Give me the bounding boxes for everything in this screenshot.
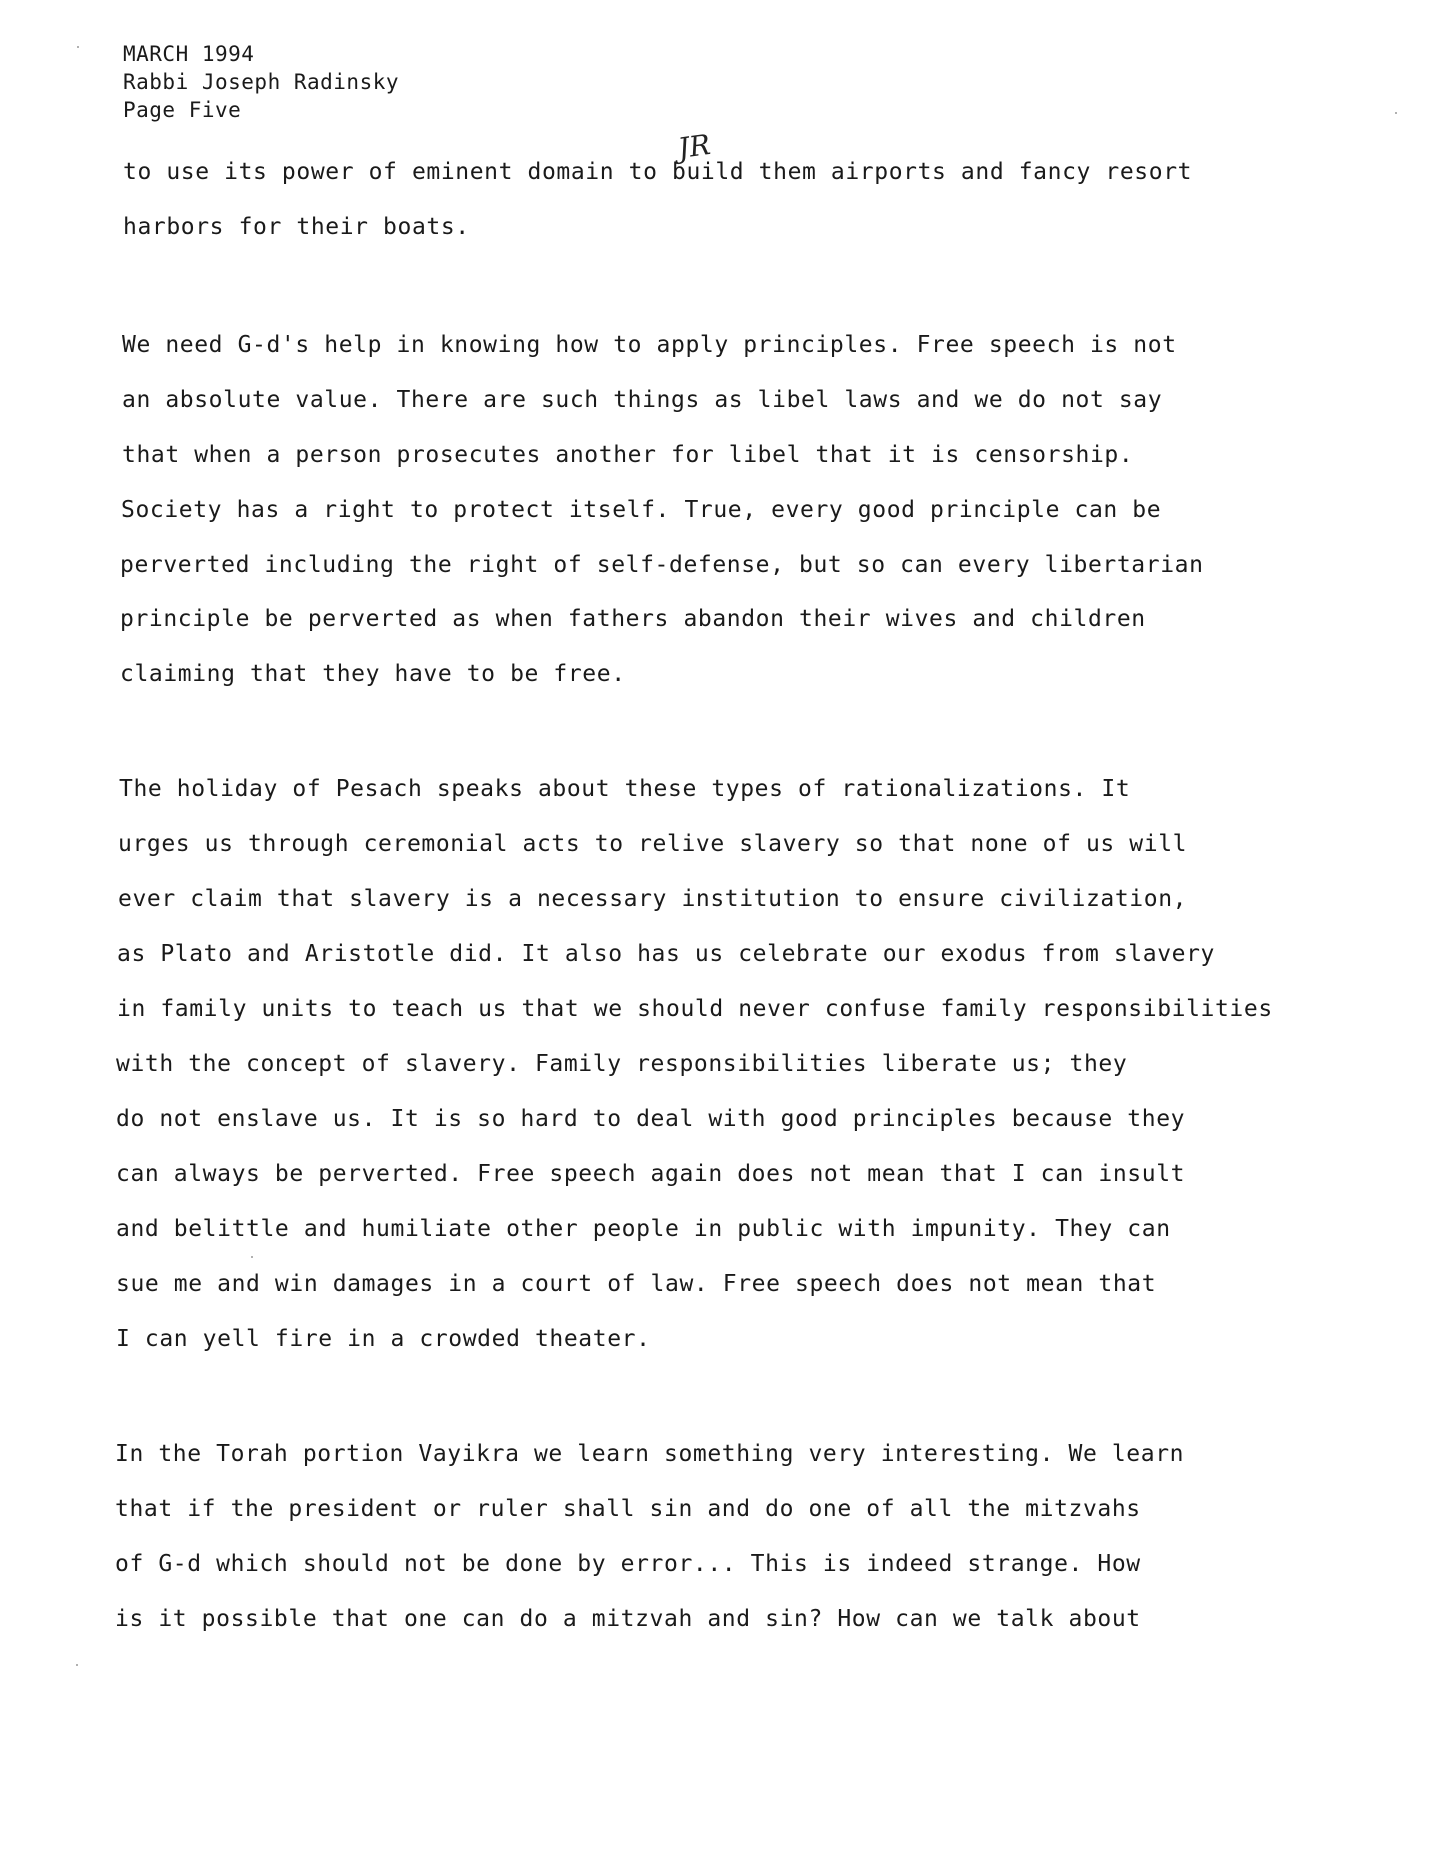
text-line: perverted including the right of self-defense, but so can every libertarian: [120, 552, 1204, 578]
text-line: harbors for their boats.: [123, 214, 470, 240]
text-line: of G-d which should not be done by error... This is indeed strange. How: [115, 1551, 1141, 1577]
text-line: with the concept of slavery. Family responsibilities liberate us; they: [116, 1051, 1128, 1077]
text-line: that if the president or ruler shall sin and do one of all the mitzvahs: [115, 1496, 1141, 1522]
text-line: and belittle and humiliate other people in public with impunity. They can: [116, 1216, 1171, 1242]
text-line: that when a person prosecutes another for libel that it is censorship.: [122, 442, 1134, 468]
text-line: can always be perverted. Free speech again does not mean that I can insult: [116, 1161, 1186, 1187]
text-line: an absolute value. There are such things as libel laws and we do not say: [122, 387, 1163, 413]
header-page-number: Page Five: [123, 98, 242, 122]
text-line: I can yell fire in a crowded theater.: [116, 1326, 651, 1352]
text-line: do not enslave us. It is so hard to deal with good principles because they: [116, 1106, 1186, 1132]
text-line: claiming that they have to be free.: [120, 661, 626, 687]
header-author: Rabbi Joseph Radinsky: [123, 70, 400, 94]
scan-speck: [251, 1256, 253, 1258]
text-line: is it possible that one can do a mitzvah and sin? How can we talk about: [115, 1606, 1141, 1632]
text-line: urges us through ceremonial acts to relive slavery so that none of us will: [118, 831, 1188, 857]
page-header: [123, 40, 399, 124]
scan-speck: [77, 46, 79, 48]
text-line: as Plato and Aristotle did. It also has us celebrate our exodus from slavery: [117, 941, 1215, 967]
text-line: ever claim that slavery is a necessary institution to ensure civilization,: [118, 886, 1188, 912]
handwritten-initials: JR: [675, 127, 713, 166]
text-line: We need G-d's help in knowing how to apply principles. Free speech is not: [122, 332, 1177, 358]
text-line: Society has a right to protect itself. True, every good principle can be: [121, 497, 1162, 523]
scan-speck: [76, 1664, 78, 1666]
text-line: to use its power of eminent domain to build them airports and fancy resort: [123, 159, 1193, 185]
scan-speck: [1395, 112, 1397, 114]
text-line: sue me and win damages in a court of law. Free speech does not mean that: [116, 1271, 1157, 1297]
text-line: principle be perverted as when fathers abandon their wives and children: [120, 606, 1146, 632]
header-date: MARCH 1994: [123, 42, 255, 66]
text-line: In the Torah portion Vayikra we learn something very interesting. We learn: [115, 1441, 1185, 1467]
text-line: The holiday of Pesach speaks about these types of rationalizations. It: [119, 776, 1131, 802]
text-line: in family units to teach us that we should never confuse family responsibilities: [117, 996, 1273, 1022]
